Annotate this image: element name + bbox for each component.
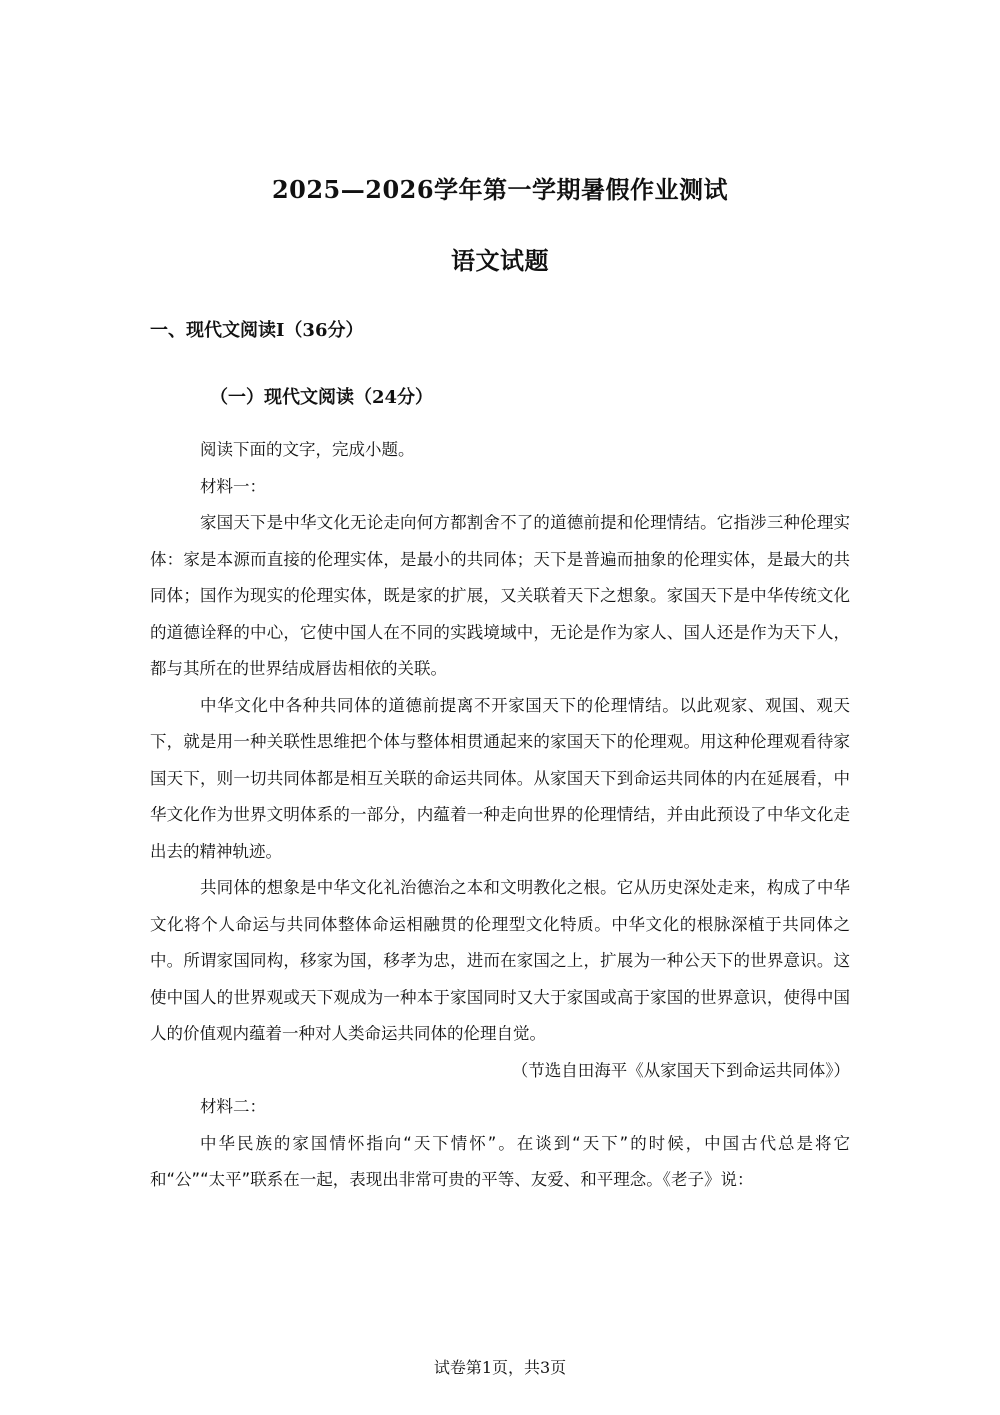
subsection-heading: （一）现代文阅读（24分） (210, 387, 434, 408)
exam-subtitle: 语文试题 (451, 246, 549, 275)
page-footer: 试卷第1页，共3页 (433, 1358, 567, 1377)
section-heading: 一、现代文阅读Ⅰ（36分） (150, 320, 364, 341)
material1-label: 材料一： (200, 476, 266, 496)
exam-title: 2025—2026学年第一学期暑假作业测试 (271, 175, 729, 204)
material2-label: 材料二： (200, 1097, 266, 1116)
reading-passage (150, 432, 850, 1199)
material1-source: （节选自田海平《从家国天下到命运共同体》） (511, 1060, 850, 1080)
material1-paragraph-2: 中华文化中各种共同体的道德前提离不开家国天下的伦理情结。以此观家、观国、观天下，就是用一种关联性思维把个体与整体相贯通起来的家国天下的伦理观。用这种伦理观看待家国天下，则一切共同体都是相互关联的命运共同体。从家国天下到命运共同体的内在延展看，中华文化作为世界文明体系的一部分，内蕴着一种走向世界的伦理情结，并由此预设了中华文化走出去的精神轨迹。 (150, 695, 850, 861)
instruction-text: 阅读下面的文字，完成小题。 (200, 440, 415, 459)
material1-paragraph-3: 共同体的想象是中华文化礼治德治之本和文明教化之根。它从历史深处走来，构成了中华文化将个人命运与共同体整体命运相融贯的伦理型文化特质。中华文化的根脉深植于共同体之中。所谓家国同构，移家为国，移孝为忠，进而在家国之上，扩展为一种公天下的世界意识。这使中国人的世界观或天下观成为一种本于家国同时又大于家国或高于家国的世界意识，使得中国人的价值观内蕴着一种对人类命运共同体的伦理自觉。 (150, 878, 850, 1043)
material1-paragraph-1: 家国天下是中华文化无论走向何方都割舍不了的道德前提和伦理情结。它指涉三种伦理实体：家是本源而直接的伦理实体，是最小的共同体；天下是普遍而抽象的伦理实体，是最大的共同体；国作为现实的伦理实体，既是家的扩展，又关联着天下之想象。家国天下是中华传统文化的道德诠释的中心，它使中国人在不同的实践境域中，无论是作为家人、国人还是作为天下人，都与其所在的世界结成唇齿相依的关联。 (150, 513, 850, 678)
material2-paragraph-1: 中华民族的家国情怀指向“天下情怀”。在谈到“天下”的时候，中国古代总是将它和“公”“太平”联系在一起，表现出非常可贵的平等、友爱、和平理念。《老子》说： (150, 1133, 850, 1189)
